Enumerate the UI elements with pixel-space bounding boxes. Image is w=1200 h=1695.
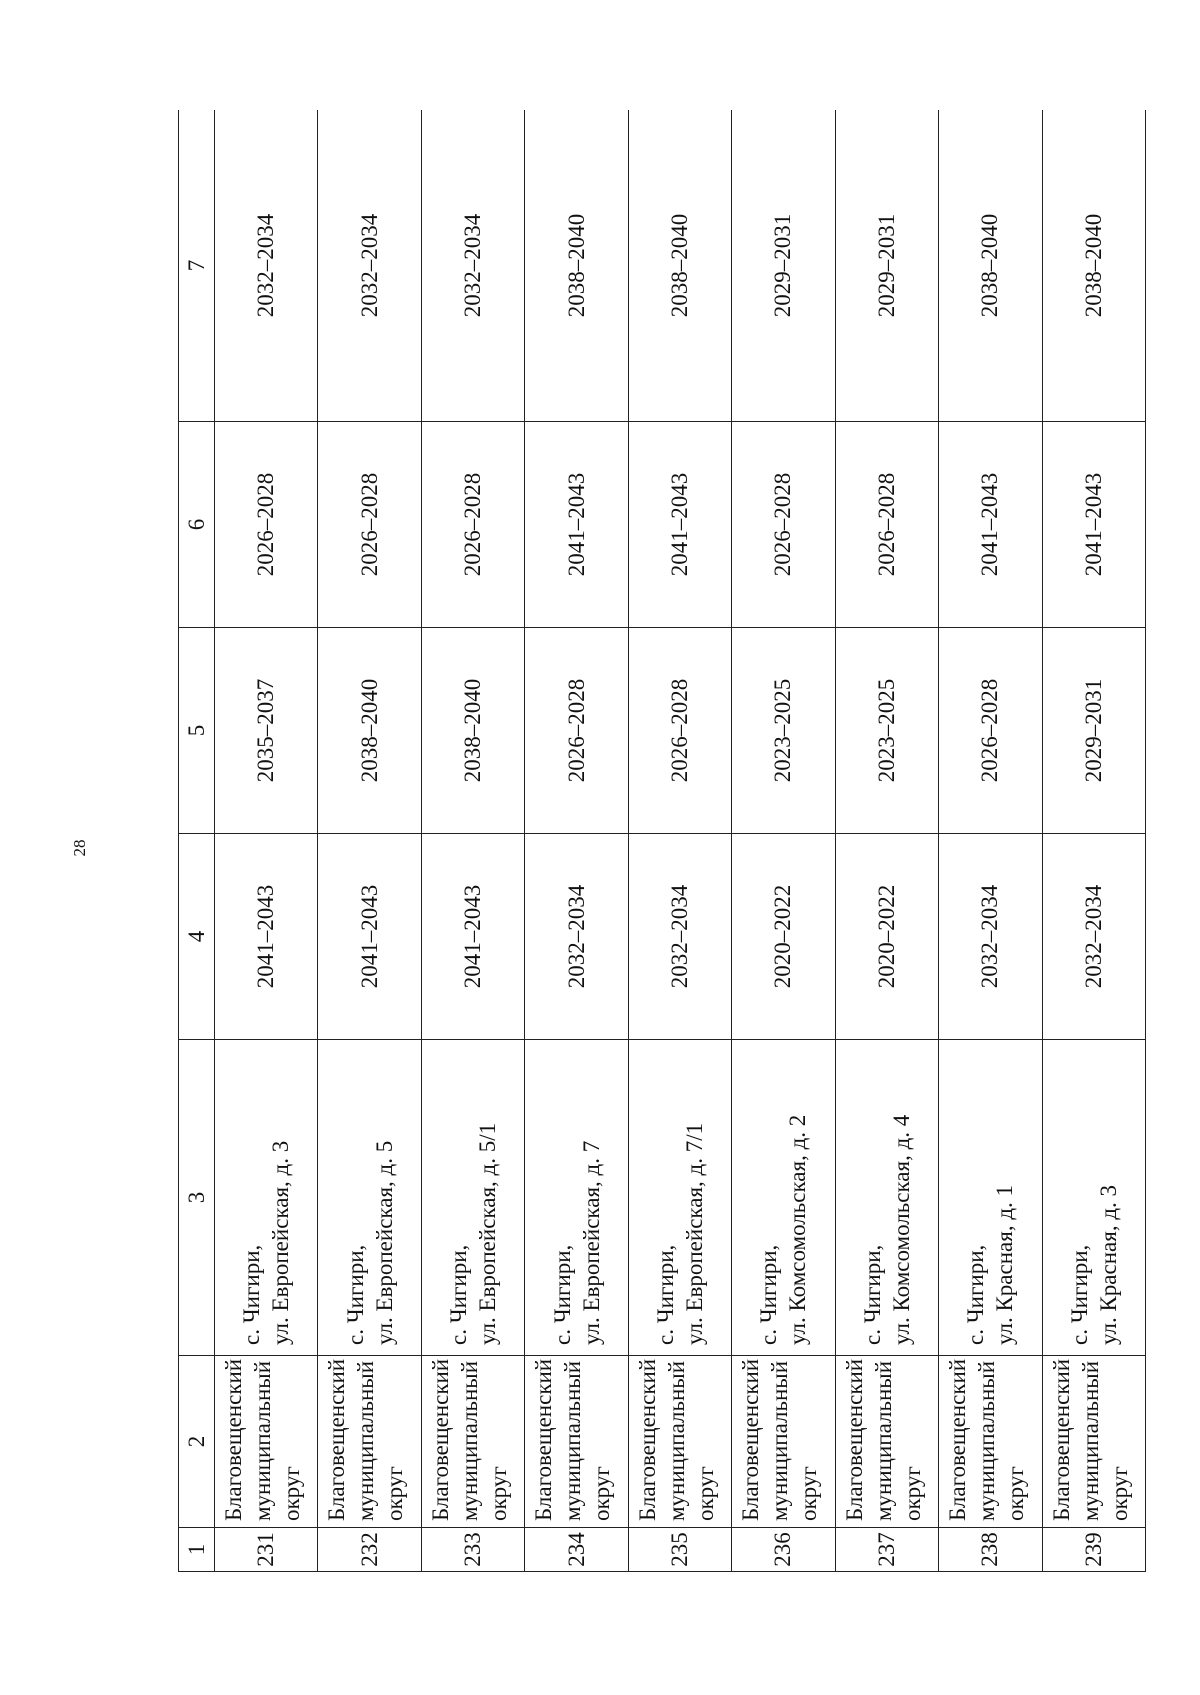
district-line: муниципальный xyxy=(870,1360,896,1521)
period-cell-col6: 2041–2043 xyxy=(628,422,731,628)
district-cell xyxy=(1042,1356,1146,1528)
period-cell-col6: 2026–2028 xyxy=(215,422,318,628)
district-line: Благовещенский xyxy=(427,1358,453,1521)
period-cell-col6: 2041–2043 xyxy=(939,422,1042,628)
row-number-cell: 239 xyxy=(1042,1528,1146,1572)
address-line: с. Чигири, xyxy=(1066,1244,1092,1345)
period-cell-col7: 2038–2040 xyxy=(1042,110,1146,422)
district-line: округ xyxy=(1106,1466,1132,1521)
period-cell-col5: 2023–2025 xyxy=(835,628,938,834)
district-line: Благовещенский xyxy=(531,1358,557,1521)
district-line: округ xyxy=(796,1466,822,1521)
address-cell xyxy=(421,1040,524,1356)
district-line: муниципальный xyxy=(250,1360,275,1521)
row-number-cell: 238 xyxy=(939,1528,1042,1572)
column-header: 2 xyxy=(179,1356,215,1528)
period-cell-col4: 2041–2043 xyxy=(421,834,524,1040)
period-cell-col4: 2020–2022 xyxy=(732,834,835,1040)
address-cell xyxy=(628,1040,731,1356)
table-row xyxy=(939,110,1042,1572)
district-line: Благовещенский xyxy=(1048,1358,1074,1521)
district-line: округ xyxy=(1003,1466,1029,1521)
row-number-cell: 236 xyxy=(732,1528,835,1572)
district-line: муниципальный xyxy=(974,1360,1000,1521)
address-cell xyxy=(939,1040,1042,1356)
period-cell-col7: 2032–2034 xyxy=(421,110,524,422)
period-cell-col4: 2041–2043 xyxy=(215,834,318,1040)
period-cell-col4: 2020–2022 xyxy=(835,834,938,1040)
period-cell-col5: 2035–2037 xyxy=(215,628,318,834)
period-cell-col6: 2041–2043 xyxy=(525,422,628,628)
address-line: ул. Комсомольская, д. 2 xyxy=(785,1114,811,1345)
district-line: округ xyxy=(589,1466,615,1521)
district-line: муниципальный xyxy=(353,1360,379,1521)
column-header: 1 xyxy=(179,1528,215,1572)
row-number-cell: 233 xyxy=(421,1528,524,1572)
row-number-cell: 234 xyxy=(525,1528,628,1572)
address-line: ул. Европейская, д. 5 xyxy=(371,1140,397,1345)
table-row xyxy=(732,110,835,1572)
period-cell-col6: 2026–2028 xyxy=(421,422,524,628)
district-line: округ xyxy=(692,1466,718,1521)
period-cell-col4: 2032–2034 xyxy=(525,834,628,1040)
period-cell-col5: 2026–2028 xyxy=(939,628,1042,834)
period-cell-col6: 2041–2043 xyxy=(1042,422,1146,628)
address-line: ул. Европейская, д. 7 xyxy=(578,1140,604,1345)
address-line: с. Чигири, xyxy=(756,1244,782,1345)
table-row xyxy=(628,110,731,1572)
period-cell-col5: 2029–2031 xyxy=(1042,628,1146,834)
period-cell-col5: 2023–2025 xyxy=(732,628,835,834)
table-row xyxy=(525,110,628,1572)
period-cell-col5: 2038–2040 xyxy=(421,628,524,834)
district-line: муниципальный xyxy=(560,1360,586,1521)
address-line: с. Чигири, xyxy=(239,1244,265,1345)
period-cell-col5: 2026–2028 xyxy=(525,628,628,834)
district-cell xyxy=(732,1356,835,1528)
district-cell xyxy=(835,1356,938,1528)
district-line: Благовещенский xyxy=(738,1358,764,1521)
district-cell xyxy=(939,1356,1042,1528)
column-header: 6 xyxy=(179,422,215,628)
address-line: с. Чигири, xyxy=(446,1244,472,1345)
address-cell xyxy=(525,1040,628,1356)
district-cell xyxy=(215,1356,318,1528)
address-cell xyxy=(215,1040,318,1356)
column-header: 3 xyxy=(179,1040,215,1356)
address-line: ул. Европейская, д. 5/1 xyxy=(475,1122,501,1345)
district-cell xyxy=(628,1356,731,1528)
period-cell-col5: 2038–2040 xyxy=(318,628,421,834)
period-cell-col7: 2038–2040 xyxy=(628,110,731,422)
period-cell-col7: 2038–2040 xyxy=(525,110,628,422)
district-line: муниципальный xyxy=(663,1360,689,1521)
table-row xyxy=(1042,110,1146,1572)
address-line: ул. Красная, д. 1 xyxy=(992,1184,1018,1345)
table-row xyxy=(421,110,524,1572)
address-cell xyxy=(732,1040,835,1356)
district-line: округ xyxy=(899,1466,925,1521)
period-cell-col7: 2032–2034 xyxy=(215,110,318,422)
period-cell-col4: 2041–2043 xyxy=(318,834,421,1040)
period-cell-col6: 2026–2028 xyxy=(318,422,421,628)
period-cell-col7: 2032–2034 xyxy=(318,110,421,422)
address-cell xyxy=(1042,1040,1146,1356)
address-line: ул. Комсомольская, д. 4 xyxy=(888,1114,914,1345)
district-cell xyxy=(525,1356,628,1528)
period-cell-col4: 2032–2034 xyxy=(1042,834,1146,1040)
row-number-cell: 231 xyxy=(215,1528,318,1572)
district-line: Благовещенский xyxy=(945,1358,971,1521)
table-row xyxy=(835,110,938,1572)
district-cell xyxy=(318,1356,421,1528)
table-header-row xyxy=(179,110,215,1572)
period-cell-col5: 2026–2028 xyxy=(628,628,731,834)
district-line: муниципальный xyxy=(456,1360,482,1521)
period-cell-col7: 2029–2031 xyxy=(835,110,938,422)
district-line: Благовещенский xyxy=(324,1358,350,1521)
district-line: округ xyxy=(485,1466,511,1521)
column-header: 5 xyxy=(179,628,215,834)
district-line: муниципальный xyxy=(1077,1360,1103,1521)
period-cell-col7: 2038–2040 xyxy=(939,110,1042,422)
period-cell-col7: 2029–2031 xyxy=(732,110,835,422)
address-cell xyxy=(835,1040,938,1356)
district-cell xyxy=(421,1356,524,1528)
period-cell-col6: 2026–2028 xyxy=(732,422,835,628)
period-cell-col4: 2032–2034 xyxy=(939,834,1042,1040)
address-line: ул. Европейская, д. 7/1 xyxy=(681,1122,707,1345)
district-line: муниципальный xyxy=(767,1360,793,1521)
address-line: с. Чигири, xyxy=(549,1244,575,1345)
column-header: 7 xyxy=(179,110,215,422)
page-number: 28 xyxy=(70,839,89,857)
row-number-cell: 237 xyxy=(835,1528,938,1572)
period-cell-col4: 2032–2034 xyxy=(628,834,731,1040)
address-line: ул. Европейская, д. 3 xyxy=(268,1140,294,1345)
schedule-table xyxy=(178,110,1146,1572)
row-number-cell: 232 xyxy=(318,1528,421,1572)
district-line: округ xyxy=(279,1466,304,1521)
address-line: с. Чигири, xyxy=(859,1244,885,1345)
period-cell-col6: 2026–2028 xyxy=(835,422,938,628)
address-line: с. Чигири, xyxy=(963,1244,989,1345)
address-line: с. Чигири, xyxy=(652,1244,678,1345)
table-row xyxy=(215,110,318,1572)
district-line: округ xyxy=(382,1466,408,1521)
table-body xyxy=(215,110,1146,1572)
district-line: Благовещенский xyxy=(634,1358,660,1521)
address-line: ул. Красная, д. 3 xyxy=(1095,1184,1121,1345)
district-line: Благовещенский xyxy=(221,1358,246,1521)
address-cell xyxy=(318,1040,421,1356)
rotated-table-container xyxy=(178,110,1146,1572)
row-number-cell: 235 xyxy=(628,1528,731,1572)
address-line: с. Чигири, xyxy=(342,1244,368,1345)
table-row xyxy=(318,110,421,1572)
table-viewport xyxy=(178,110,1146,1572)
column-header: 4 xyxy=(179,834,215,1040)
district-line: Благовещенский xyxy=(841,1358,867,1521)
